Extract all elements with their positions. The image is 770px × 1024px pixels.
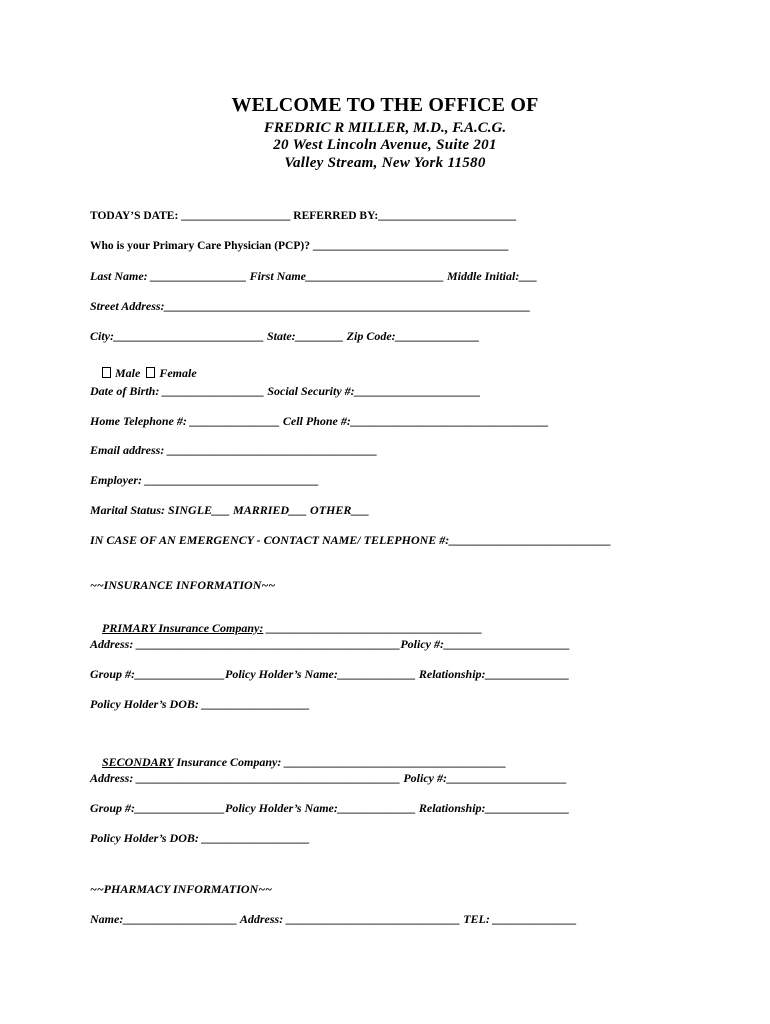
marital-status-field[interactable]: Marital Status: SINGLE___ MARRIED___ OTHER___ bbox=[90, 503, 370, 517]
phone-fields[interactable]: Home Telephone #: _______________ Cell Phone #:_________________________________ bbox=[90, 414, 549, 428]
primary-address-policy-fields[interactable]: Address: ____________________________________________Policy #:_____________________ bbox=[90, 637, 570, 651]
secondary-insurance-label: SECONDARY bbox=[102, 755, 174, 769]
insurance-section-heading: ~~INSURANCE INFORMATION~~ bbox=[90, 578, 276, 592]
city-state-zip-fields[interactable]: City:_________________________ State:________ Zip Code:______________ bbox=[90, 329, 480, 343]
primary-insurance-blank[interactable]: ____________________________________ bbox=[263, 621, 483, 635]
male-checkbox[interactable] bbox=[102, 367, 111, 378]
secondary-holder-dob-field[interactable]: Policy Holder’s DOB: __________________ bbox=[90, 831, 310, 845]
female-checkbox[interactable] bbox=[146, 367, 155, 378]
street-address-field[interactable]: Street Address:_____________________________________________________________ bbox=[90, 299, 531, 313]
primary-insurance-label: PRIMARY Insurance Company: bbox=[102, 621, 264, 635]
doctor-name: FREDRIC R MILLER, M.D., F.A.C.G. bbox=[263, 120, 507, 136]
pharmacy-fields[interactable]: Name:___________________ Address: _____________________________ TEL: ______________ bbox=[90, 912, 577, 926]
secondary-address-policy-fields[interactable]: Address: ____________________________________________ Policy #:____________________ bbox=[90, 771, 567, 785]
secondary-insurance-rest[interactable]: Insurance Company: _____________________________________ bbox=[173, 755, 507, 769]
office-address-line1: 20 West Lincoln Avenue, Suite 201 bbox=[273, 137, 497, 153]
pharmacy-section-heading: ~~PHARMACY INFORMATION~~ bbox=[90, 882, 272, 896]
primary-group-holder-fields[interactable]: Group #:_______________Policy Holder’s Name:_____________ Relationship:______________ bbox=[90, 667, 570, 681]
emergency-contact-field[interactable]: IN CASE OF AN EMERGENCY - CONTACT NAME/ TELEPHONE #:___________________________ bbox=[90, 533, 612, 547]
pcp-field[interactable]: Who is your Primary Care Physician (PCP)? __________________________________ bbox=[90, 240, 509, 252]
name-fields[interactable]: Last Name: ________________ First Name_______________________ Middle Initial:___ bbox=[90, 269, 538, 283]
form-title: WELCOME TO THE OFFICE OF bbox=[231, 94, 539, 116]
todays-date-referred-by-field[interactable]: TODAY’S DATE: ___________________ REFERRED BY:________________________ bbox=[90, 210, 517, 222]
office-address-line2: Valley Stream, New York 11580 bbox=[284, 155, 486, 171]
dob-ssn-fields[interactable]: Date of Birth: _________________ Social Security #:_____________________ bbox=[90, 384, 481, 398]
female-label: Female bbox=[159, 366, 197, 380]
employer-field[interactable]: Employer: _____________________________ bbox=[90, 473, 319, 487]
secondary-group-holder-fields[interactable]: Group #:_______________Policy Holder’s Name:_____________ Relationship:______________ bbox=[90, 801, 570, 815]
primary-holder-dob-field[interactable]: Policy Holder’s DOB: __________________ bbox=[90, 697, 310, 711]
email-field[interactable]: Email address: ___________________________________ bbox=[90, 443, 378, 457]
male-label: Male bbox=[115, 366, 141, 380]
